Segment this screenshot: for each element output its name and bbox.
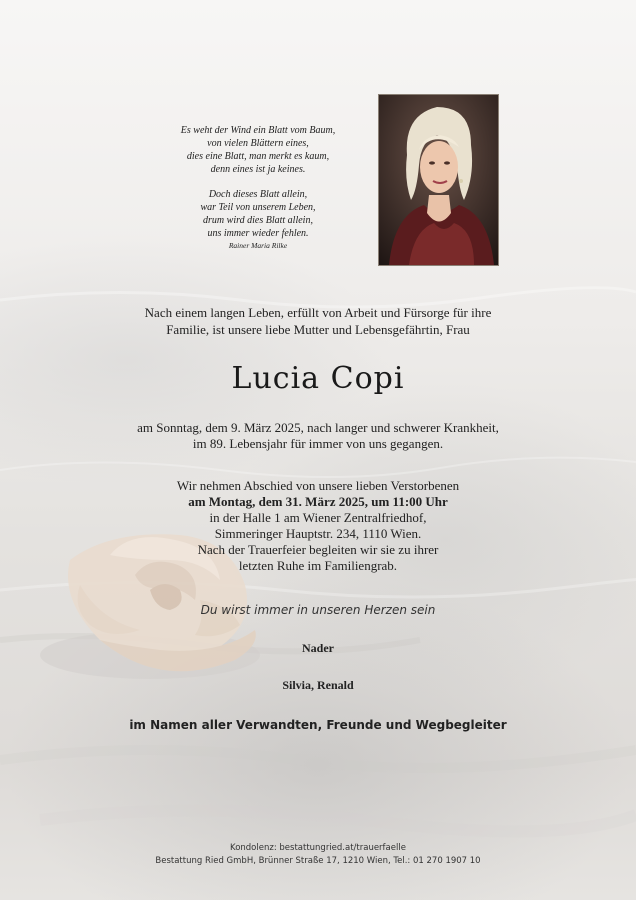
poem (150, 124, 366, 251)
mourner-name: Silvia, Renald (282, 678, 354, 692)
poem-line: Doch dieses Blatt allein, (208, 189, 308, 200)
poem-line: drum wird dies Blatt allein, (203, 215, 313, 226)
memorial-quote: Du wirst immer in unseren Herzen sein (200, 603, 436, 617)
intro-line: Familie, ist unsere liebe Mutter und Lebensgefährtin, Frau (166, 322, 470, 337)
death-line: im 89. Lebensjahr für immer von uns gegangen. (192, 436, 444, 451)
intro-line: Nach einem langen Leben, erfüllt von Arbeit und Fürsorge für ihre (144, 305, 492, 320)
poem-line: war Teil von unserem Leben, (200, 202, 316, 213)
funeral-details (80, 478, 556, 574)
funeral-line: in der Halle 1 am Wiener Zentralfriedhof, (209, 510, 427, 525)
funeral-line: Nach der Trauerfeier begleiten wir sie zu ihrer (197, 542, 439, 557)
deceased-name: Lucia Copi (231, 361, 405, 396)
poem-line: Es weht der Wind ein Blatt vom Baum, (180, 125, 336, 136)
poem-line: uns immer wieder fehlen. (207, 228, 309, 239)
mourner-name: Nader (302, 641, 334, 655)
funeral-line: Wir nehmen Abschied von unsere lieben Verstorbenen (176, 478, 460, 493)
company-info: Bestattung Ried GmbH, Brünner Straße 17, 1210 Wien, Tel.: 01 270 1907 10 (155, 856, 481, 866)
poem-line: dies eine Blatt, man merkt es kaum, (186, 151, 330, 162)
funeral-address: Simmeringer Hauptstr. 234, 1110 Wien. (214, 526, 422, 541)
footer (60, 842, 576, 868)
closing-line: im Namen aller Verwandten, Freunde und Wegbegleiter (129, 718, 507, 732)
poem-author: Rainer Maria Rilke (228, 241, 288, 250)
death-notice (80, 420, 556, 452)
funeral-date: am Montag, dem 31. März 2025, um 11:00 Uhr (188, 494, 448, 509)
portrait-image (379, 95, 498, 265)
poem-stanza-gap (150, 176, 366, 188)
portrait-photo (378, 94, 499, 266)
poem-line: von vielen Blättern eines, (207, 138, 309, 149)
intro-text (80, 304, 556, 338)
condolence-link: Kondolenz: bestattungried.at/trauerfaelle (230, 843, 406, 853)
death-line: am Sonntag, dem 9. März 2025, nach langer und schwerer Krankheit, (137, 420, 499, 435)
poem-line: denn eines ist ja keines. (210, 164, 306, 175)
funeral-line: letzten Ruhe im Familiengrab. (238, 558, 398, 573)
